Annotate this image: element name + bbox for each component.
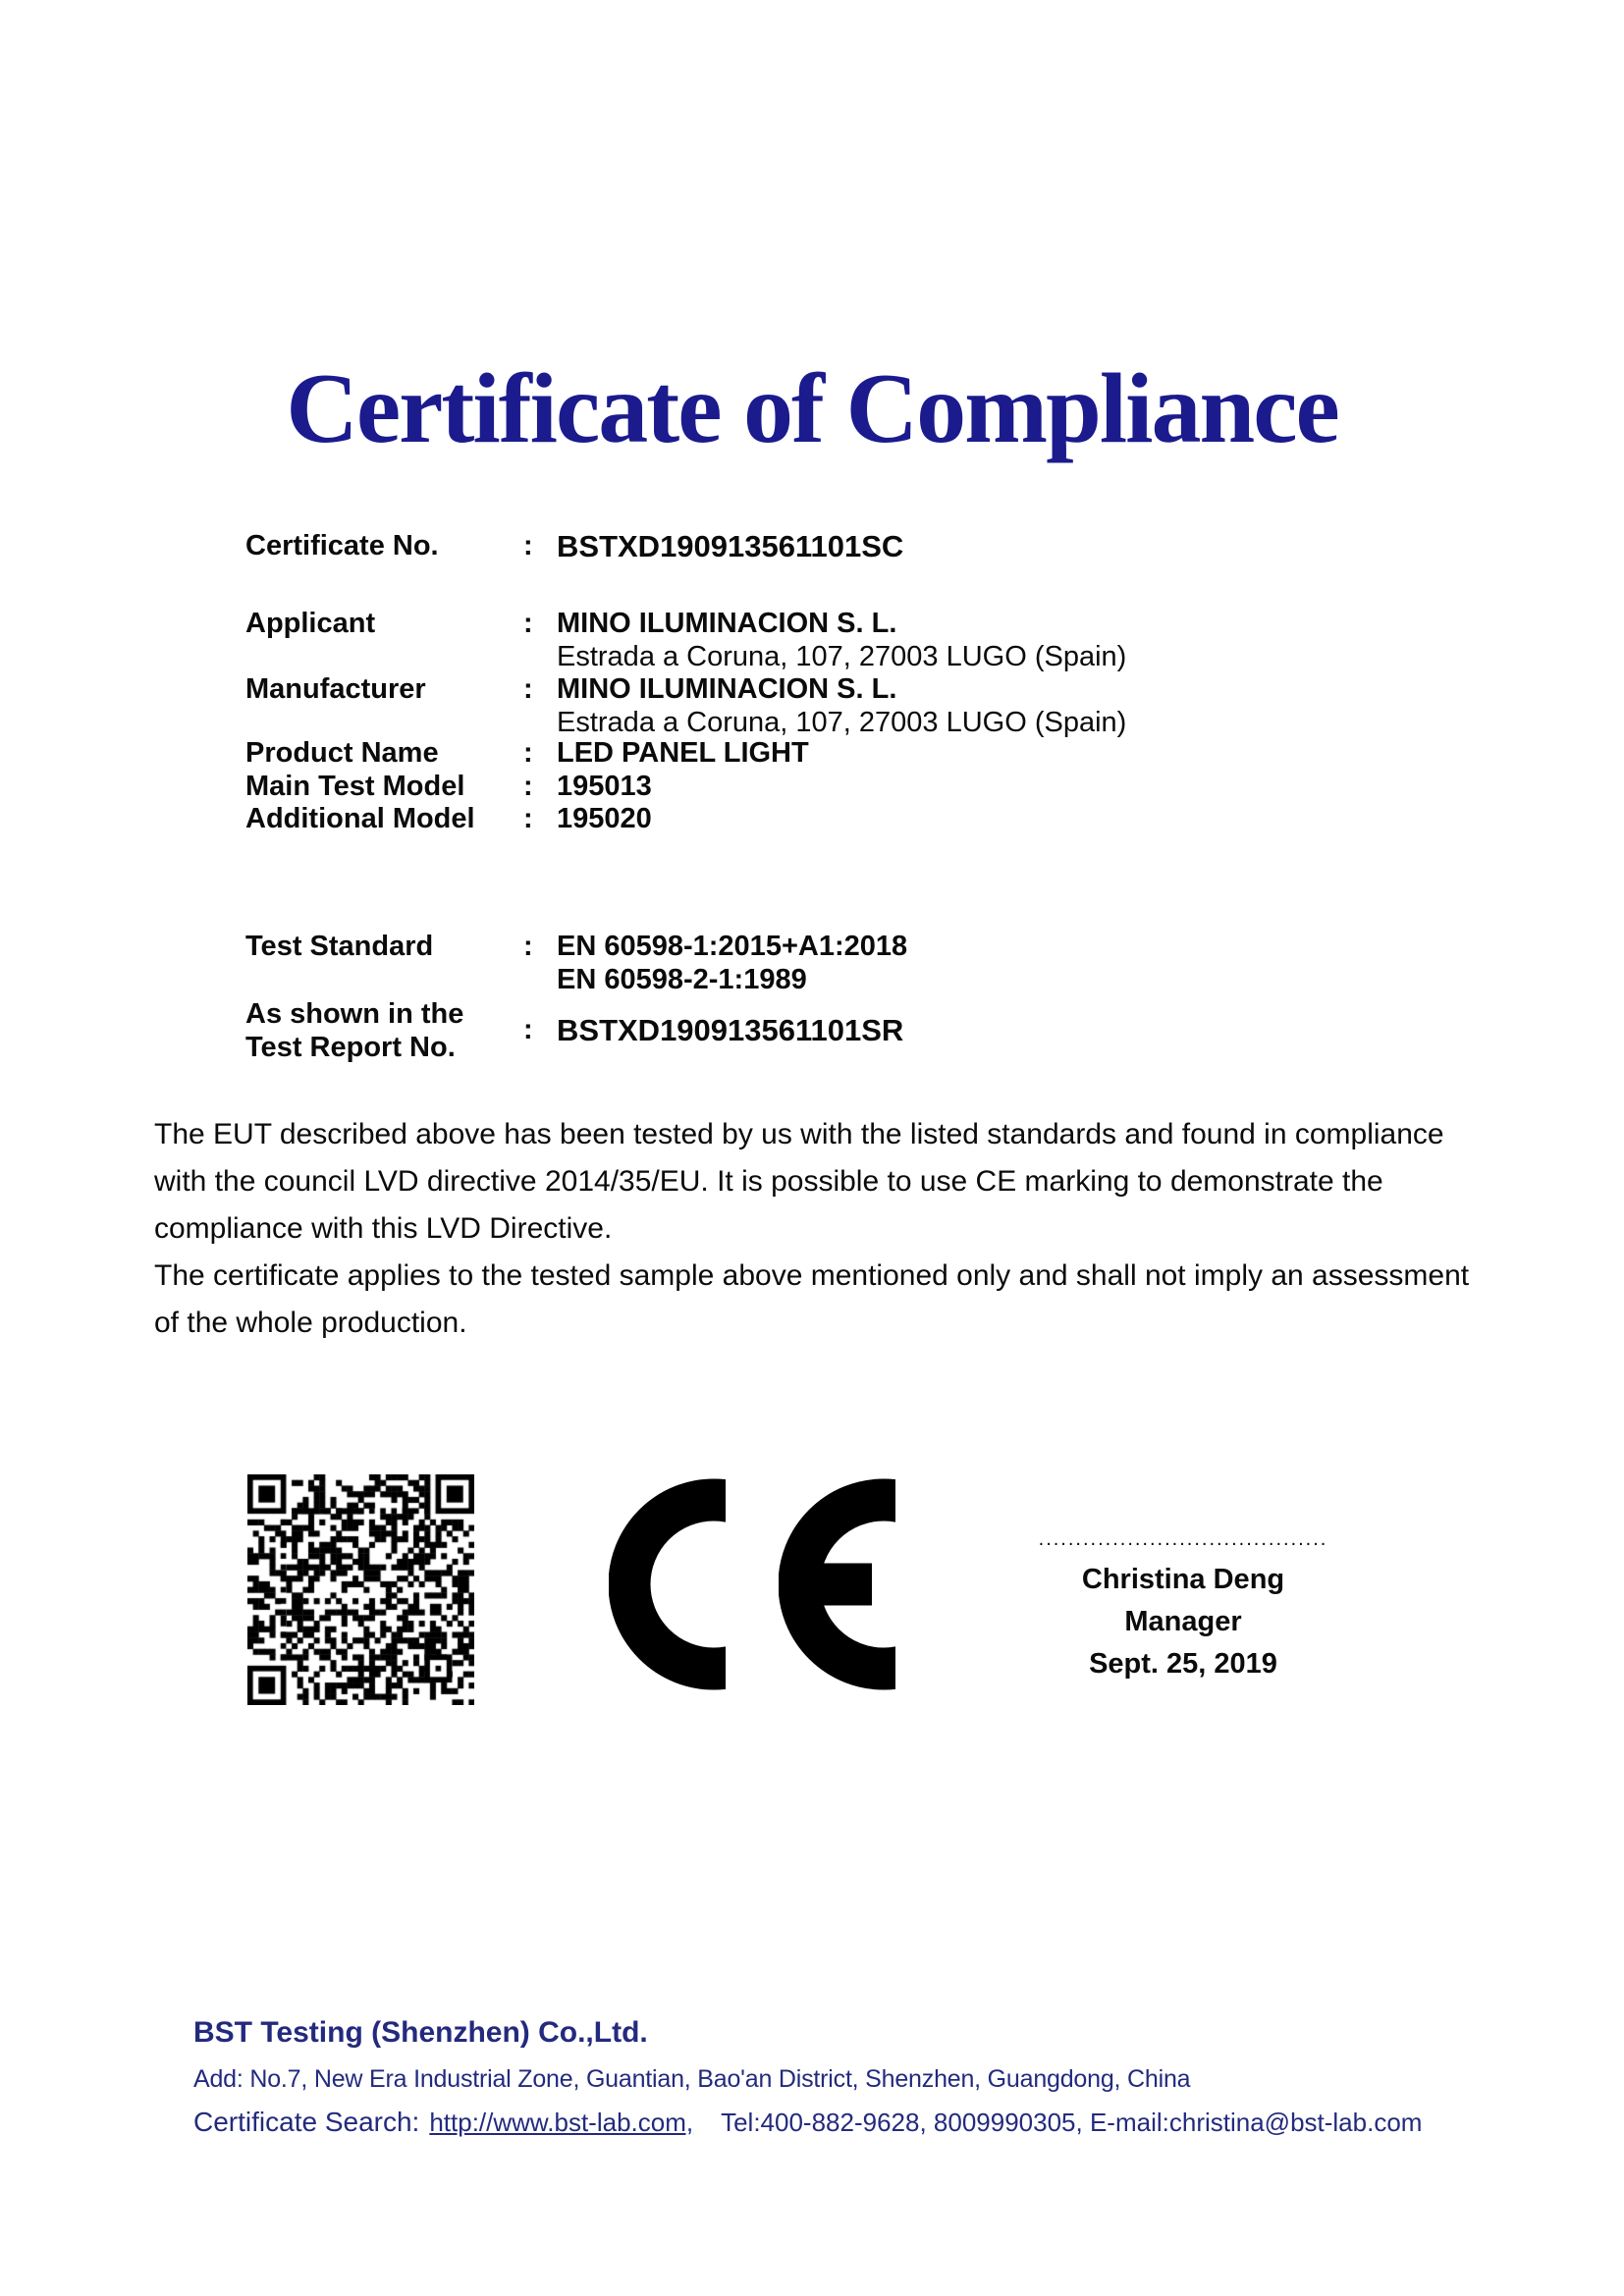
colon: :	[523, 1014, 533, 1046]
field-additional-model	[245, 803, 652, 836]
colon: :	[523, 771, 533, 802]
certificate-search-link[interactable]: http://www.bst-lab.com,	[429, 2108, 694, 2137]
product-name-label: Product Name	[245, 737, 439, 769]
applicant-company: MINO ILUMINACION S. L.	[557, 608, 897, 639]
product-name-value: LED PANEL LIGHT	[557, 737, 809, 769]
ce-letter-c-icon	[609, 1478, 726, 1690]
main-test-model-value: 195013	[557, 771, 652, 802]
manufacturer-company: MINO ILUMINACION S. L.	[557, 673, 897, 705]
additional-model-label: Additional Model	[245, 803, 475, 834]
manufacturer-address: Estrada a Coruna, 107, 27003 LUGO (Spain)	[557, 706, 1127, 738]
test-report-label: As shown in the Test Report No.	[245, 998, 464, 1063]
field-test-standard	[245, 931, 907, 996]
colon: :	[523, 737, 533, 769]
certificate-title: Certificate of Compliance	[286, 353, 1338, 464]
footer-company-name: BST Testing (Shenzhen) Co.,Ltd.	[193, 2016, 648, 2049]
certificate-no-value: BSTXD190913561101SC	[557, 529, 904, 563]
signature-date: Sept. 25, 2019	[1089, 1648, 1277, 1680]
field-test-report-no	[245, 997, 903, 1064]
footer-contact: Tel:400-882-9628, 8009990305, E-mail:christina@bst-lab.com	[721, 2108, 1423, 2137]
applicant-value	[557, 608, 1126, 673]
test-standard-line2: EN 60598-2-1:1989	[557, 963, 807, 995]
colon: :	[523, 673, 533, 705]
field-applicant	[245, 608, 1126, 673]
colon: :	[523, 608, 533, 639]
body-paragraph-2: The certificate applies to the tested sample above mentioned only and shall not imply an assessment of the whole production.	[154, 1259, 1470, 1339]
qr-code	[247, 1474, 474, 1705]
signature-dotted-line: .......................................	[1038, 1528, 1328, 1550]
field-certificate-no	[245, 530, 903, 563]
test-standard-label: Test Standard	[245, 931, 434, 962]
field-manufacturer	[245, 673, 1126, 739]
main-test-model-label: Main Test Model	[245, 771, 465, 802]
manufacturer-value	[557, 673, 1126, 739]
field-main-test-model	[245, 771, 652, 804]
certificate-search-label: Certificate Search:	[193, 2107, 420, 2137]
signatory-role: Manager	[1124, 1606, 1242, 1637]
applicant-label: Applicant	[245, 608, 376, 639]
field-product-name	[245, 737, 809, 771]
body-text	[154, 1111, 1482, 1347]
additional-model-value: 195020	[557, 803, 652, 834]
footer-search-line	[193, 2107, 1422, 2138]
test-standard-line1: EN 60598-1:2015+A1:2018	[557, 931, 908, 962]
certificate-no-label: Certificate No.	[245, 530, 439, 561]
test-report-value: BSTXD190913561101SR	[557, 1013, 904, 1048]
colon: :	[523, 530, 533, 561]
body-paragraph-1: The EUT described above has been tested by us with the listed standards and found in compliance with the council LVD directive 2014/35/EU. It is possible to use CE marking to demonstrate the compliance with this LVD Directive.	[154, 1118, 1444, 1245]
colon: :	[523, 803, 533, 834]
ce-letter-e-icon	[779, 1478, 895, 1690]
signature-block	[1021, 1529, 1345, 1685]
colon: :	[523, 931, 533, 962]
manufacturer-label: Manufacturer	[245, 673, 426, 705]
footer-address: Add: No.7, New Era Industrial Zone, Guantian, Bao'an District, Shenzhen, Guangdong, China	[193, 2065, 1191, 2093]
test-standard-value	[557, 931, 907, 996]
applicant-address: Estrada a Coruna, 107, 27003 LUGO (Spain)	[557, 640, 1127, 672]
signatory-name: Christina Deng	[1081, 1564, 1285, 1595]
